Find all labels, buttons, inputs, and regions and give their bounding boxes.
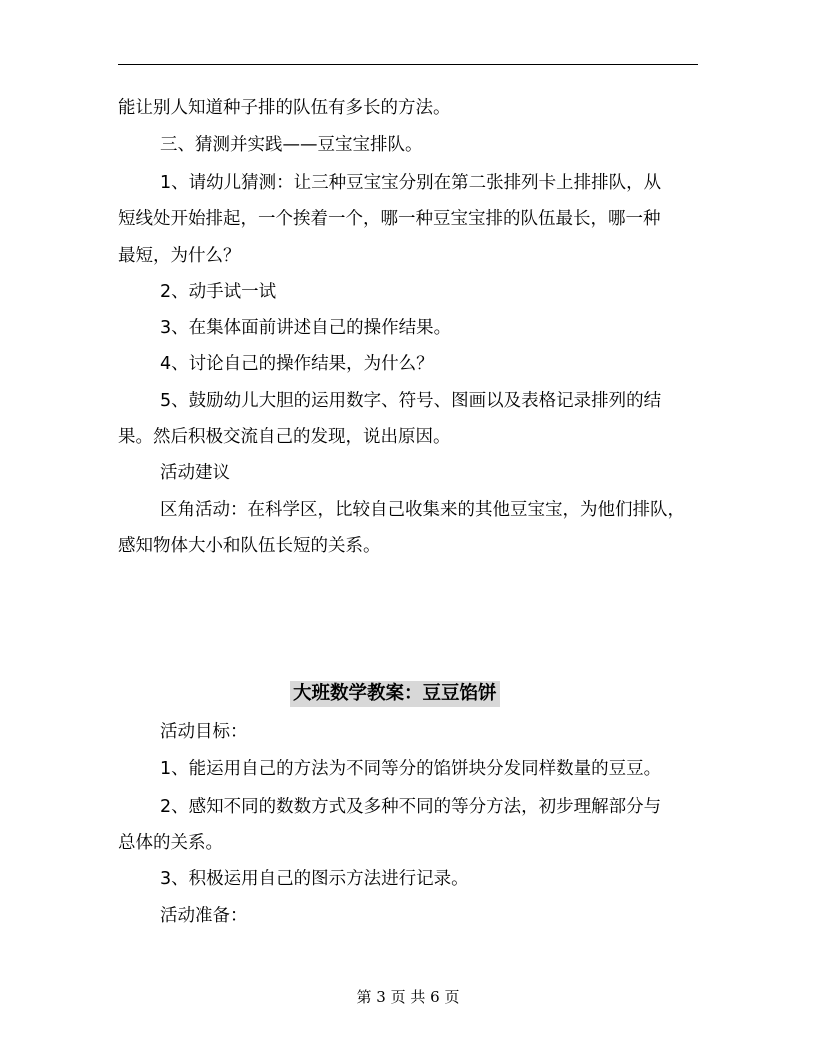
- paragraph-line: 区角活动：在科学区，比较自己收集来的其他豆宝宝，为他们排队，: [160, 500, 685, 520]
- paragraph-line: 4、讨论自己的操作结果，为什么？: [160, 354, 434, 374]
- paragraph-line: 能让别人知道种子排的队伍有多长的方法。: [118, 98, 451, 118]
- section-heading: 三、猜测并实践——豆宝宝排队。: [160, 135, 423, 155]
- paragraph-line: 3、在集体面前讲述自己的操作结果。: [160, 318, 452, 338]
- subheading: 活动目标：: [160, 722, 248, 742]
- subheading: 活动准备：: [160, 906, 248, 926]
- paragraph-line: 感知物体大小和队伍长短的关系。: [118, 536, 381, 556]
- paragraph-line: 短线处开始排起，一个挨着一个，哪一种豆宝宝排的队伍最长，哪一种: [118, 209, 661, 229]
- paragraph-line: 最短，为什么？: [118, 246, 241, 266]
- lesson-title: 大班数学教案：豆豆馅饼: [290, 681, 500, 707]
- paragraph-line: 2、感知不同的数数方式及多种不同的等分方法，初步理解部分与: [160, 797, 662, 817]
- paragraph-line: 3、积极运用自己的图示方法进行记录。: [160, 869, 469, 889]
- paragraph-line: 总体的关系。: [118, 833, 223, 853]
- header-rule: [118, 64, 698, 65]
- paragraph-line: 1、请幼儿猜测：让三种豆宝宝分别在第二张排列卡上排排队，从: [160, 173, 662, 193]
- paragraph-line: 果。然后积极交流自己的发现，说出原因。: [118, 427, 451, 447]
- paragraph-line: 2、动手试一试: [160, 282, 277, 302]
- page-number: 第 3 页 共 6 页: [356, 988, 460, 1006]
- subheading: 活动建议: [160, 463, 230, 483]
- paragraph-line: 5、鼓励幼儿大胆的运用数字、符号、图画以及表格记录排列的结: [160, 391, 662, 411]
- paragraph-line: 1、能运用自己的方法为不同等分的馅饼块分发同样数量的豆豆。: [160, 759, 662, 779]
